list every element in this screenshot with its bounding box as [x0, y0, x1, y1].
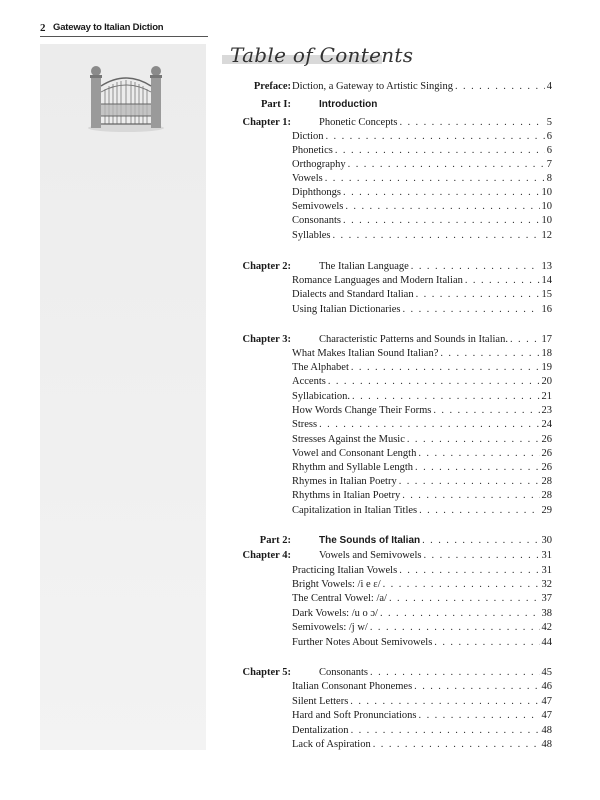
toc-label: Chapter 4:: [242, 550, 291, 561]
toc-row-chapter-4: [222, 549, 552, 562]
toc-page-number: 26: [541, 462, 552, 473]
toc-entry-title: Using Italian Dictionaries: [292, 304, 401, 315]
toc-row-chapter-1: [222, 116, 552, 129]
toc-row-section: [222, 229, 552, 242]
toc-page-number: 10: [541, 201, 552, 212]
toc-row-section: [222, 200, 552, 213]
toc-label: Chapter 3:: [242, 334, 291, 345]
toc-heading: Table of Contents: [230, 43, 414, 67]
toc-entry-title: The Alphabet: [292, 362, 349, 373]
toc-entry-title: Vowels: [292, 173, 323, 184]
toc-entry-title: Vowel and Consonant Length: [292, 448, 417, 459]
toc-row-part-1: [222, 98, 552, 111]
page-header: [40, 22, 208, 36]
toc-entry-title: Dialects and Standard Italian: [292, 289, 414, 300]
toc-row-section: [222, 695, 552, 708]
toc-page-number: 16: [541, 304, 552, 315]
toc-page-number: 28: [541, 476, 552, 487]
toc-row-section: [222, 303, 552, 316]
toc-page-number: 15: [541, 289, 552, 300]
toc-row-part-2: [222, 534, 552, 547]
toc-page-number: 6: [546, 145, 552, 156]
toc-entry-title: Bright Vowels: /i e ɛ/: [292, 579, 381, 590]
toc-entry-title: Diphthongs: [292, 187, 342, 198]
toc-row-chapter-2: [222, 260, 552, 273]
toc-label: Chapter 1:: [242, 117, 291, 128]
toc-row-section: [222, 607, 552, 620]
toc-row-chapter-5: [222, 666, 552, 679]
toc-row-section: [222, 724, 552, 737]
toc-entry-title: Further Notes About Semivowels: [292, 637, 433, 648]
toc-row-section: [222, 709, 552, 722]
toc-row-section: [222, 489, 552, 502]
toc-row-section: [222, 158, 552, 171]
toc-entry-title: Semivowels: [292, 201, 344, 212]
toc-entry-title: Syllables: [292, 230, 331, 241]
toc-row-preface: [222, 80, 552, 93]
toc-page-number: 19: [541, 362, 552, 373]
toc-page-number: 4: [546, 81, 552, 92]
toc-entry-title: Stresses Against the Music: [292, 434, 405, 445]
toc-row-section: [222, 418, 552, 431]
side-panel: [40, 44, 206, 750]
toc-label: Chapter 5:: [242, 667, 291, 678]
toc-page-number: 24: [541, 419, 552, 430]
toc-page-number: 30: [541, 535, 552, 546]
toc-page-number: 8: [546, 173, 552, 184]
toc-entry-title: Consonants: [319, 667, 369, 678]
toc-page-number: 18: [541, 348, 552, 359]
toc-page-number: 10: [541, 215, 552, 226]
toc-page-number: 29: [541, 505, 552, 516]
toc-row-section: [222, 564, 552, 577]
toc-page-number: 42: [541, 622, 552, 633]
toc-entry-title: Phonetics: [292, 145, 333, 156]
toc-row-section: [222, 592, 552, 605]
toc-entry-title: Rhymes in Italian Poetry: [292, 476, 397, 487]
toc-entry-title: Lack of Aspiration: [292, 739, 371, 750]
toc-row-section: [222, 504, 552, 517]
toc-label: Preface:: [253, 81, 291, 92]
toc-page-number: 37: [541, 593, 552, 604]
toc-row-section: [222, 186, 552, 199]
toc-page-number: 28: [541, 490, 552, 501]
toc-entry-title: The Central Vowel: /a/: [292, 593, 387, 604]
toc-page-number: 47: [541, 710, 552, 721]
toc-entry-title: Silent Letters: [292, 696, 349, 707]
toc-entry-title: Rhythm and Syllable Length: [292, 462, 414, 473]
toc-page-number: 31: [541, 565, 552, 576]
toc-entry-title: Diction, a Gateway to Artistic Singing: [292, 81, 453, 92]
toc-page-number: 46: [541, 681, 552, 692]
toc-entry-title: Capitalization in Italian Titles: [292, 505, 418, 516]
toc-page-number: 26: [541, 434, 552, 445]
toc-row-section: [222, 578, 552, 591]
toc-page-number: 20: [541, 376, 552, 387]
toc-row-section: [222, 172, 552, 185]
toc-row-section: [222, 144, 552, 157]
toc-row-section: [222, 738, 552, 751]
toc-entry-title: Diction: [292, 131, 324, 142]
toc-entry-title: Hard and Soft Pronunciations: [292, 710, 417, 721]
toc-page-number: 32: [541, 579, 552, 590]
toc-entry-title: Stress: [292, 419, 318, 430]
header-rule: [40, 36, 208, 37]
running-head-title: Gateway to Italian Diction: [53, 22, 164, 33]
page-number: 2: [40, 22, 46, 34]
toc-row-section: [222, 475, 552, 488]
toc-page-number: 6: [546, 131, 552, 142]
toc-row-section: [222, 390, 552, 403]
toc-entry-title: Accents: [292, 376, 326, 387]
toc-label: Chapter 2:: [242, 261, 291, 272]
toc-row-section: [222, 130, 552, 143]
toc-entry-title: Dark Vowels: /u o ɔ/: [292, 608, 378, 619]
toc-row-section: [222, 636, 552, 649]
toc-row-section: [222, 274, 552, 287]
toc-entry-title: Vowels and Semivowels: [319, 550, 422, 561]
toc-row-section: [222, 361, 552, 374]
toc-row-section: [222, 288, 552, 301]
toc-row-section: [222, 680, 552, 693]
toc-label: Part I:: [260, 99, 291, 110]
toc-page-number: 10: [541, 187, 552, 198]
toc-entry-title: Introduction: [319, 99, 378, 110]
toc-page-number: 31: [541, 550, 552, 561]
toc-page-number: 26: [541, 448, 552, 459]
toc-row-section: [222, 347, 552, 360]
toc-page-number: 17: [541, 334, 552, 345]
toc-row-section: [222, 433, 552, 446]
toc-label: Part 2:: [259, 535, 291, 546]
toc-entry-title: Practicing Italian Vowels: [292, 565, 398, 576]
toc-page-number: 7: [546, 159, 552, 170]
toc-row-section: [222, 447, 552, 460]
toc-entry-title: Rhythms in Italian Poetry: [292, 490, 401, 501]
toc-entry-title: Characteristic Patterns and Sounds in Italian.: [319, 334, 508, 345]
toc-entry-title: Semivowels: /j w/: [292, 622, 368, 633]
toc-row-section: [222, 214, 552, 227]
toc-entry-title: What Makes Italian Sound Italian?: [292, 348, 439, 359]
toc-entry-title: The Italian Language: [319, 261, 409, 272]
toc-row-chapter-3: [222, 333, 552, 346]
toc-page-number: 47: [541, 696, 552, 707]
toc-row-section: [222, 621, 552, 634]
toc-page-number: 48: [541, 739, 552, 750]
toc-entry-title: Romance Languages and Modern Italian: [292, 275, 463, 286]
toc-entry-title: Syllabication.: [292, 391, 351, 402]
toc-page-number: 23: [541, 405, 552, 416]
toc-entry-title: The Sounds of Italian: [319, 535, 421, 546]
gate-image: [86, 62, 166, 134]
toc-entry-title: Consonants: [292, 215, 342, 226]
toc-row-section: [222, 461, 552, 474]
toc-entry-title: Orthography: [292, 159, 346, 170]
toc-entry-title: Phonetic Concepts: [319, 117, 398, 128]
toc-page-number: 44: [541, 637, 552, 648]
toc-page-number: 38: [541, 608, 552, 619]
toc-entry-title: Dentalization: [292, 725, 349, 736]
toc-entry-title: Italian Consonant Phonemes: [292, 681, 413, 692]
toc-page-number: 13: [541, 261, 552, 272]
toc-page-number: 14: [541, 275, 552, 286]
toc-page-number: 5: [546, 117, 552, 128]
toc-entry-title: How Words Change Their Forms: [292, 405, 432, 416]
toc-page-number: 48: [541, 725, 552, 736]
toc-page-number: 12: [541, 230, 552, 241]
toc-page-number: 21: [541, 391, 552, 402]
toc-row-section: [222, 375, 552, 388]
toc-row-section: [222, 404, 552, 417]
toc-page-number: 45: [541, 667, 552, 678]
